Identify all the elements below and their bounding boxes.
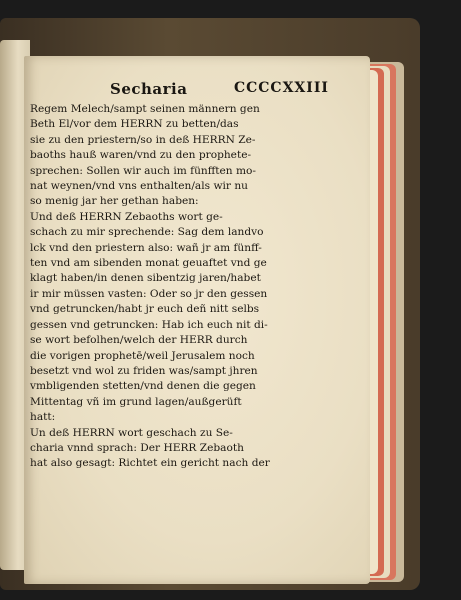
text-line: vmbligenden stetten/vnd denen die gegen [30, 380, 256, 393]
text-line: gessen vnd getruncken: Hab ich euch nit di- [30, 318, 268, 331]
folio-number: CCCCXXIII [234, 80, 329, 96]
page-text [30, 102, 326, 472]
text-line: Mittentag vñ im grund lagen/außgerüft [30, 395, 242, 408]
text-line: ir mir müssen vasten: Oder so jr den gessen [30, 287, 268, 300]
text-line: ten vnd am sibenden monat geuaftet vnd ge [30, 257, 267, 270]
text-line: besetzt vnd wol zu friden was/sampt jhren [30, 364, 258, 377]
text-line: Und deß HERRN Zebaoths wort ge- [30, 210, 223, 223]
text-line: lck vnd den priestern also: wañ jr am fünff- [30, 241, 262, 254]
text-line: vnd getruncken/habt jr euch deñ nitt selbs [30, 303, 260, 316]
text-line: klagt haben/in denen sibentzig jaren/habet [30, 272, 261, 285]
text-line: Un deß HERRN wort geschach zu Se- [30, 426, 233, 439]
text-line: so menig jar her gethan haben: [30, 195, 199, 208]
text-line: charia vnnd sprach: Der HERR Zebaoth [30, 441, 244, 454]
page-header [24, 80, 370, 100]
text-line: nat weynen/vnd vns enthalten/als wir nu [30, 180, 248, 193]
running-head: Secharia [110, 80, 188, 98]
text-line: baoths hauß waren/vnd zu den prophete- [30, 149, 252, 162]
text-line: se wort befolhen/welch der HERR durch [30, 334, 248, 347]
text-line: hat also gesagt: Richtet ein gericht nach der [30, 457, 270, 470]
text-line: Regem Melech/sampt seinen männern gen [30, 103, 260, 115]
text-line: sie zu den priestern/so in deß HERRN Ze- [30, 133, 256, 146]
book-page [24, 56, 370, 584]
text-line: schach zu mir sprechende: Sag dem landvo [30, 226, 264, 239]
text-line: Beth El/vor dem HERRN zu betten/das [30, 118, 239, 131]
text-line: sprechen: Sollen wir auch im fünfften mo- [30, 164, 256, 177]
text-line: die vorigen prophetē/weil Jerusalem noch [30, 349, 255, 362]
text-line: hatt: [30, 411, 56, 424]
